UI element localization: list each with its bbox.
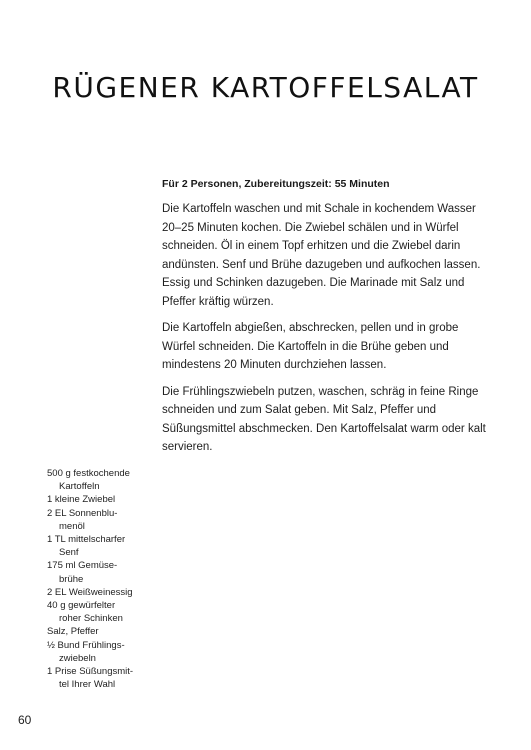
- ingredient-line: 175 ml Gemüse-: [47, 560, 118, 572]
- page-number: 60: [18, 713, 32, 727]
- ingredient-list: [47, 467, 167, 691]
- ingredient-line-continued: zwiebeln: [59, 652, 96, 664]
- ingredient-line: 1 TL mittelscharfer: [47, 534, 126, 546]
- ingredient-item: [47, 467, 167, 493]
- method-paragraph: Die Kartoffeln abgießen, abschrecken, pellen und in grobe Würfel schneiden. Die Kartoffeln in die Brühe geben und mindestens 20 Minuten durchziehen lassen.: [162, 322, 459, 371]
- ingredient-line-continued: Kartoffeln: [59, 481, 100, 493]
- ingredient-item: [47, 533, 167, 559]
- ingredient-item: [47, 599, 167, 625]
- ingredient-item: [47, 507, 167, 533]
- ingredient-line: 1 kleine Zwiebel: [47, 494, 116, 506]
- recipe-title: RÜGENER KARTOFFELSALAT: [52, 70, 479, 104]
- ingredient-line: 2 EL Sonnenblu-: [47, 507, 118, 519]
- ingredient-line: 1 Prise Süßungsmit-: [47, 666, 134, 678]
- ingredient-line: 40 g gewürfelter: [47, 600, 116, 612]
- ingredient-item: [47, 665, 167, 691]
- ingredient-line-continued: roher Schinken: [59, 613, 123, 625]
- ingredient-line: Salz, Pfeffer: [47, 626, 99, 638]
- ingredient-line: 500 g festkochende: [47, 468, 130, 479]
- ingredient-line-continued: Senf: [59, 547, 79, 559]
- ingredient-item: [47, 625, 167, 638]
- ingredient-item: [47, 493, 167, 506]
- ingredient-line-continued: menöl: [59, 520, 85, 532]
- ingredient-line: 2 EL Weißweinessig: [47, 586, 133, 598]
- serving-info: Für 2 Personen, Zubereitungszeit: 55 Minuten: [162, 178, 390, 190]
- ingredient-line: ½ Bund Frühlings-: [47, 639, 125, 651]
- ingredient-item: [47, 586, 167, 599]
- method-text: [162, 200, 492, 465]
- method-paragraph: Die Frühlingszwiebeln putzen, waschen, schräg in feine Ringe schneiden und zum Salat geben. Mit Salz, Pfeffer und Süßungsmittel abschmecken. Den Kartoffelsalat warm oder kalt servieren.: [162, 385, 486, 453]
- ingredient-line-continued: tel Ihrer Wahl: [59, 679, 116, 691]
- ingredient-line-continued: brühe: [59, 573, 84, 585]
- method-paragraph: Die Kartoffeln waschen und mit Schale in kochendem Wasser 20–25 Minuten kochen. Die Zwiebel schälen und in Würfel schneiden. Öl in einem Topf erhitzen und die Zwiebel darin andünsten. Senf und Brühe dazugeben und aufkochen lassen. Essig und Schinken dazugeben. Die Marinade mit Salz und Pfeffer kräftig würzen.: [162, 203, 481, 308]
- ingredient-item: [47, 559, 167, 585]
- ingredient-item: [47, 639, 167, 665]
